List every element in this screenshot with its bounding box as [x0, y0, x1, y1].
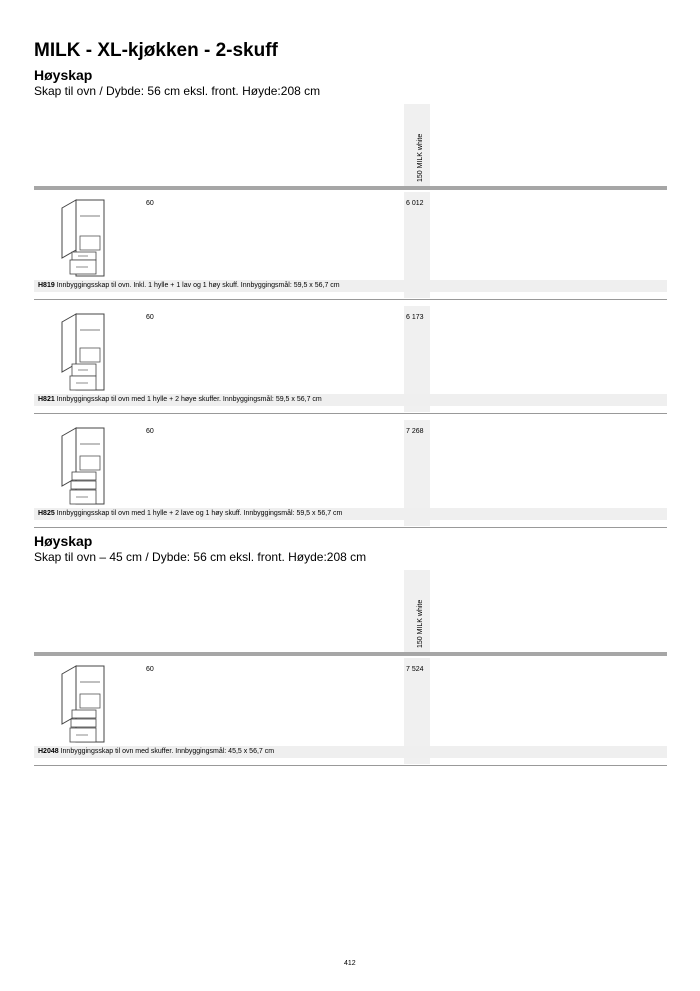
product-row [34, 420, 667, 526]
section-subtitle: Skap til ovn – 45 cm / Dybde: 56 cm eksl. front. Høyde:208 cm [34, 550, 367, 564]
product-code: H2048 [38, 748, 59, 755]
section-rule [34, 652, 667, 656]
product-code: H819 [38, 282, 55, 289]
section-title: Høyskap [34, 533, 93, 549]
oven-cabinet-icon [46, 662, 110, 744]
description-bar [34, 394, 667, 406]
description-text: Innbyggingsskap til ovn med 1 hylle + 2 lave og 1 høy skuff. Innbyggingsmål: 59,5 x 56,7 cm [56, 510, 343, 517]
product-row [34, 306, 667, 412]
product-description [38, 280, 340, 292]
price-value: 6 173 [406, 314, 424, 321]
oven-cabinet-icon [46, 424, 110, 506]
row-divider [34, 527, 667, 528]
product-code: H825 [38, 510, 55, 517]
price-value: 7 524 [406, 666, 424, 673]
price-column-header: 150 MILK white [404, 570, 430, 652]
row-divider [34, 413, 667, 414]
price-value: 7 268 [406, 428, 424, 435]
section-subtitle: Skap til ovn / Dybde: 56 cm eksl. front. Høyde:208 cm [34, 84, 321, 98]
width-value: 60 [146, 428, 154, 435]
price-column-header: 150 MILK white [404, 104, 430, 186]
section-rule [34, 186, 667, 190]
price-value: 6 012 [406, 200, 424, 207]
description-text: Innbyggingsskap til ovn med 1 hylle + 2 høye skuffer. Innbyggingsmål: 59,5 x 56,7 cm [56, 396, 322, 403]
row-divider [34, 299, 667, 300]
page-number: 412 [344, 960, 356, 967]
product-row [34, 658, 667, 764]
product-description [38, 394, 322, 406]
oven-cabinet-icon [46, 310, 110, 392]
width-value: 60 [146, 314, 154, 321]
product-description [38, 746, 274, 758]
product-code: H821 [38, 396, 55, 403]
description-bar [34, 746, 667, 758]
product-row [34, 192, 667, 298]
row-divider [34, 765, 667, 766]
page-title: MILK - XL-kjøkken - 2-skuff [34, 40, 278, 61]
description-text: Innbyggingsskap til ovn med skuffer. Innbyggingsmål: 45,5 x 56,7 cm [60, 748, 275, 755]
width-value: 60 [146, 666, 154, 673]
description-bar [34, 280, 667, 292]
oven-cabinet-icon [46, 196, 110, 278]
product-description [38, 508, 342, 520]
width-value: 60 [146, 200, 154, 207]
description-bar [34, 508, 667, 520]
description-text: Innbyggingsskap til ovn. Inkl. 1 hylle + 1 lav og 1 høy skuff. Innbyggingsmål: 59,5 x 56,7 cm [56, 282, 340, 289]
section-title: Høyskap [34, 67, 93, 83]
